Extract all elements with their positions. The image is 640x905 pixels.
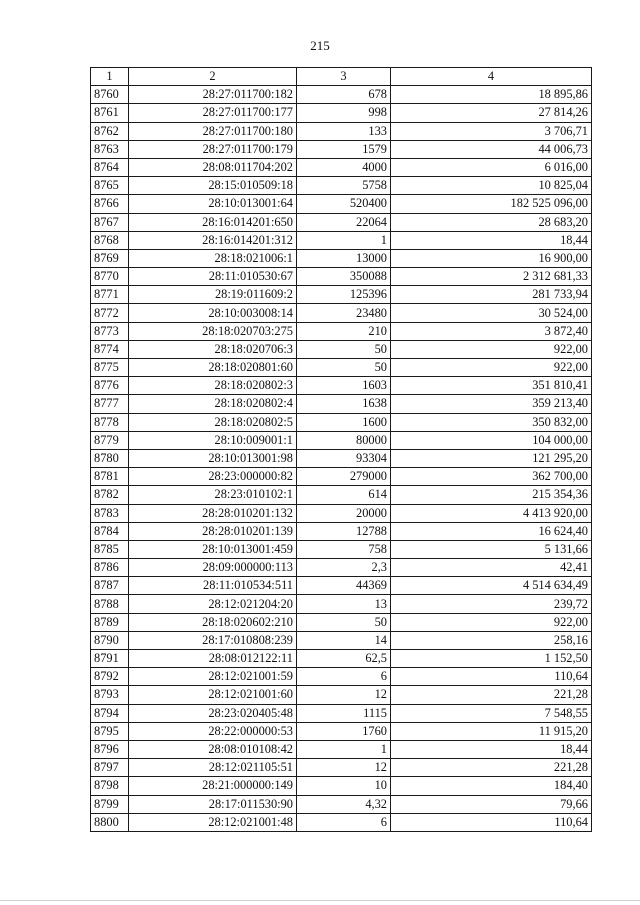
value-cell: 182 525 096,00	[391, 195, 592, 213]
row-number-cell: 8769	[91, 249, 129, 267]
table-row	[91, 668, 592, 686]
row-number-cell: 8765	[91, 177, 129, 195]
value-cell: 3 872,40	[391, 322, 592, 340]
area-cell: 20000	[297, 504, 391, 522]
area-cell: 998	[297, 104, 391, 122]
area-cell: 279000	[297, 468, 391, 486]
area-cell: 1	[297, 740, 391, 758]
cadastral-number-cell: 28:10:013001:459	[129, 540, 297, 558]
row-number-cell: 8781	[91, 468, 129, 486]
table-row	[91, 540, 592, 558]
cadastral-number-cell: 28:17:010808:239	[129, 631, 297, 649]
area-cell: 350088	[297, 268, 391, 286]
table-row	[91, 759, 592, 777]
value-cell: 42,41	[391, 559, 592, 577]
area-cell: 50	[297, 613, 391, 631]
area-cell: 23480	[297, 304, 391, 322]
area-cell: 44369	[297, 577, 391, 595]
table-row	[91, 213, 592, 231]
value-cell: 221,28	[391, 686, 592, 704]
area-cell: 1638	[297, 395, 391, 413]
table-row	[91, 740, 592, 758]
table-row	[91, 613, 592, 631]
row-number-cell: 8785	[91, 540, 129, 558]
value-cell: 258,16	[391, 631, 592, 649]
value-cell: 79,66	[391, 795, 592, 813]
area-cell: 13	[297, 595, 391, 613]
table-body	[91, 86, 592, 832]
cadastral-number-cell: 28:27:011700:179	[129, 140, 297, 158]
row-number-cell: 8780	[91, 449, 129, 467]
table-row	[91, 813, 592, 831]
cadastral-number-cell: 28:23:000000:82	[129, 468, 297, 486]
table-row	[91, 231, 592, 249]
cadastral-number-cell: 28:17:011530:90	[129, 795, 297, 813]
area-cell: 1603	[297, 377, 391, 395]
area-cell: 10	[297, 777, 391, 795]
table-row	[91, 504, 592, 522]
value-cell: 1 152,50	[391, 650, 592, 668]
column-header-4: 4	[391, 68, 592, 86]
area-cell: 1600	[297, 413, 391, 431]
column-header-1: 1	[91, 68, 129, 86]
cadastral-number-cell: 28:18:020706:3	[129, 340, 297, 358]
cadastral-number-cell: 28:27:011700:180	[129, 122, 297, 140]
cadastral-number-cell: 28:18:020602:210	[129, 613, 297, 631]
value-cell: 2 312 681,33	[391, 268, 592, 286]
value-cell: 16 624,40	[391, 522, 592, 540]
table-row	[91, 177, 592, 195]
row-number-cell: 8778	[91, 413, 129, 431]
value-cell: 351 810,41	[391, 377, 592, 395]
row-number-cell: 8797	[91, 759, 129, 777]
cadastral-number-cell: 28:23:010102:1	[129, 486, 297, 504]
row-number-cell: 8796	[91, 740, 129, 758]
area-cell: 80000	[297, 431, 391, 449]
row-number-cell: 8777	[91, 395, 129, 413]
table-row	[91, 195, 592, 213]
area-cell: 1579	[297, 140, 391, 158]
cadastral-number-cell: 28:08:010108:42	[129, 740, 297, 758]
row-number-cell: 8760	[91, 86, 129, 104]
cadastral-number-cell: 28:10:013001:98	[129, 449, 297, 467]
cadastral-number-cell: 28:18:021006:1	[129, 249, 297, 267]
area-cell: 1760	[297, 722, 391, 740]
cadastral-number-cell: 28:27:011700:182	[129, 86, 297, 104]
area-cell: 4,32	[297, 795, 391, 813]
area-cell: 12788	[297, 522, 391, 540]
table-row	[91, 413, 592, 431]
cadastral-number-cell: 28:28:010201:132	[129, 504, 297, 522]
cadastral-number-cell: 28:18:020703:275	[129, 322, 297, 340]
row-number-cell: 8798	[91, 777, 129, 795]
row-number-cell: 8762	[91, 122, 129, 140]
table-row	[91, 577, 592, 595]
area-cell: 12	[297, 686, 391, 704]
row-number-cell: 8800	[91, 813, 129, 831]
area-cell: 4000	[297, 158, 391, 176]
table-row	[91, 304, 592, 322]
value-cell: 5 131,66	[391, 540, 592, 558]
table-row	[91, 359, 592, 377]
value-cell: 281 733,94	[391, 286, 592, 304]
area-cell: 1115	[297, 704, 391, 722]
cadastral-number-cell: 28:15:010509:18	[129, 177, 297, 195]
value-cell: 104 000,00	[391, 431, 592, 449]
row-number-cell: 8789	[91, 613, 129, 631]
value-cell: 359 213,40	[391, 395, 592, 413]
table-row	[91, 268, 592, 286]
area-cell: 50	[297, 340, 391, 358]
table-row	[91, 777, 592, 795]
row-number-cell: 8773	[91, 322, 129, 340]
area-cell: 14	[297, 631, 391, 649]
row-number-cell: 8767	[91, 213, 129, 231]
row-number-cell: 8794	[91, 704, 129, 722]
area-cell: 133	[297, 122, 391, 140]
value-cell: 11 915,20	[391, 722, 592, 740]
row-number-cell: 8788	[91, 595, 129, 613]
cadastral-number-cell: 28:11:010534:511	[129, 577, 297, 595]
cadastral-number-cell: 28:18:020802:5	[129, 413, 297, 431]
table-header-row	[91, 68, 592, 86]
row-number-cell: 8795	[91, 722, 129, 740]
value-cell: 110,64	[391, 813, 592, 831]
area-cell: 12	[297, 759, 391, 777]
table-row	[91, 486, 592, 504]
cadastral-number-cell: 28:23:020405:48	[129, 704, 297, 722]
cadastral-number-cell: 28:10:009001:1	[129, 431, 297, 449]
value-cell: 7 548,55	[391, 704, 592, 722]
row-number-cell: 8766	[91, 195, 129, 213]
cadastral-number-cell: 28:18:020802:4	[129, 395, 297, 413]
row-number-cell: 8768	[91, 231, 129, 249]
table-row	[91, 340, 592, 358]
row-number-cell: 8782	[91, 486, 129, 504]
page-number: 215	[310, 38, 330, 53]
row-number-cell: 8763	[91, 140, 129, 158]
table-row	[91, 395, 592, 413]
area-cell: 22064	[297, 213, 391, 231]
value-cell: 18,44	[391, 740, 592, 758]
value-cell: 350 832,00	[391, 413, 592, 431]
row-number-cell: 8775	[91, 359, 129, 377]
value-cell: 215 354,36	[391, 486, 592, 504]
row-number-cell: 8786	[91, 559, 129, 577]
cadastral-number-cell: 28:19:011609:2	[129, 286, 297, 304]
area-cell: 758	[297, 540, 391, 558]
table-row	[91, 595, 592, 613]
value-cell: 110,64	[391, 668, 592, 686]
row-number-cell: 8761	[91, 104, 129, 122]
area-cell: 614	[297, 486, 391, 504]
value-cell: 239,72	[391, 595, 592, 613]
row-number-cell: 8774	[91, 340, 129, 358]
row-number-cell: 8772	[91, 304, 129, 322]
column-header-2: 2	[129, 68, 297, 86]
value-cell: 28 683,20	[391, 213, 592, 231]
table-row	[91, 158, 592, 176]
value-cell: 922,00	[391, 613, 592, 631]
row-number-cell: 8771	[91, 286, 129, 304]
area-cell: 1	[297, 231, 391, 249]
row-number-cell: 8793	[91, 686, 129, 704]
value-cell: 27 814,26	[391, 104, 592, 122]
table-row	[91, 249, 592, 267]
table-row	[91, 140, 592, 158]
value-cell: 922,00	[391, 359, 592, 377]
cadastral-number-cell: 28:12:021001:59	[129, 668, 297, 686]
area-cell: 2,3	[297, 559, 391, 577]
cadastral-number-cell: 28:10:003008:14	[129, 304, 297, 322]
area-cell: 520400	[297, 195, 391, 213]
cadastral-number-cell: 28:12:021105:51	[129, 759, 297, 777]
table-row	[91, 722, 592, 740]
cadastral-number-cell: 28:11:010530:67	[129, 268, 297, 286]
table-row	[91, 650, 592, 668]
value-cell: 121 295,20	[391, 449, 592, 467]
cadastral-number-cell: 28:08:012122:11	[129, 650, 297, 668]
table-row	[91, 322, 592, 340]
table-row	[91, 468, 592, 486]
row-number-cell: 8779	[91, 431, 129, 449]
table-row	[91, 122, 592, 140]
table-row	[91, 377, 592, 395]
page-bottom-edge	[0, 900, 640, 901]
cadastral-number-cell: 28:12:021001:60	[129, 686, 297, 704]
area-cell: 50	[297, 359, 391, 377]
area-cell: 125396	[297, 286, 391, 304]
value-cell: 184,40	[391, 777, 592, 795]
table-row	[91, 631, 592, 649]
value-cell: 18 895,86	[391, 86, 592, 104]
table-row	[91, 795, 592, 813]
value-cell: 362 700,00	[391, 468, 592, 486]
value-cell: 16 900,00	[391, 249, 592, 267]
row-number-cell: 8790	[91, 631, 129, 649]
row-number-cell: 8787	[91, 577, 129, 595]
row-number-cell: 8792	[91, 668, 129, 686]
value-cell: 10 825,04	[391, 177, 592, 195]
row-number-cell: 8764	[91, 158, 129, 176]
cadastral-number-cell: 28:28:010201:139	[129, 522, 297, 540]
cadastral-number-cell: 28:21:000000:149	[129, 777, 297, 795]
cadastral-number-cell: 28:12:021001:48	[129, 813, 297, 831]
table-row	[91, 431, 592, 449]
table-row	[91, 522, 592, 540]
table-row	[91, 686, 592, 704]
area-cell: 62,5	[297, 650, 391, 668]
row-number-cell: 8784	[91, 522, 129, 540]
row-number-cell: 8776	[91, 377, 129, 395]
column-header-3: 3	[297, 68, 391, 86]
cadastral-table	[90, 67, 592, 832]
cadastral-number-cell: 28:22:000000:53	[129, 722, 297, 740]
value-cell: 3 706,71	[391, 122, 592, 140]
table-row	[91, 559, 592, 577]
row-number-cell: 8770	[91, 268, 129, 286]
cadastral-number-cell: 28:27:011700:177	[129, 104, 297, 122]
value-cell: 18,44	[391, 231, 592, 249]
value-cell: 44 006,73	[391, 140, 592, 158]
row-number-cell: 8783	[91, 504, 129, 522]
table-row	[91, 704, 592, 722]
cadastral-number-cell: 28:18:020801:60	[129, 359, 297, 377]
table-row	[91, 86, 592, 104]
table-row	[91, 104, 592, 122]
value-cell: 4 514 634,49	[391, 577, 592, 595]
cadastral-number-cell: 28:18:020802:3	[129, 377, 297, 395]
table-row	[91, 449, 592, 467]
value-cell: 221,28	[391, 759, 592, 777]
area-cell: 6	[297, 668, 391, 686]
value-cell: 4 413 920,00	[391, 504, 592, 522]
area-cell: 93304	[297, 449, 391, 467]
cadastral-number-cell: 28:16:014201:650	[129, 213, 297, 231]
area-cell: 678	[297, 86, 391, 104]
value-cell: 30 524,00	[391, 304, 592, 322]
table-row	[91, 286, 592, 304]
value-cell: 922,00	[391, 340, 592, 358]
cadastral-number-cell: 28:10:013001:64	[129, 195, 297, 213]
cadastral-number-cell: 28:16:014201:312	[129, 231, 297, 249]
cadastral-number-cell: 28:12:021204:20	[129, 595, 297, 613]
row-number-cell: 8791	[91, 650, 129, 668]
value-cell: 6 016,00	[391, 158, 592, 176]
row-number-cell: 8799	[91, 795, 129, 813]
cadastral-number-cell: 28:08:011704:202	[129, 158, 297, 176]
area-cell: 210	[297, 322, 391, 340]
area-cell: 13000	[297, 249, 391, 267]
cadastral-number-cell: 28:09:000000:113	[129, 559, 297, 577]
area-cell: 6	[297, 813, 391, 831]
area-cell: 5758	[297, 177, 391, 195]
